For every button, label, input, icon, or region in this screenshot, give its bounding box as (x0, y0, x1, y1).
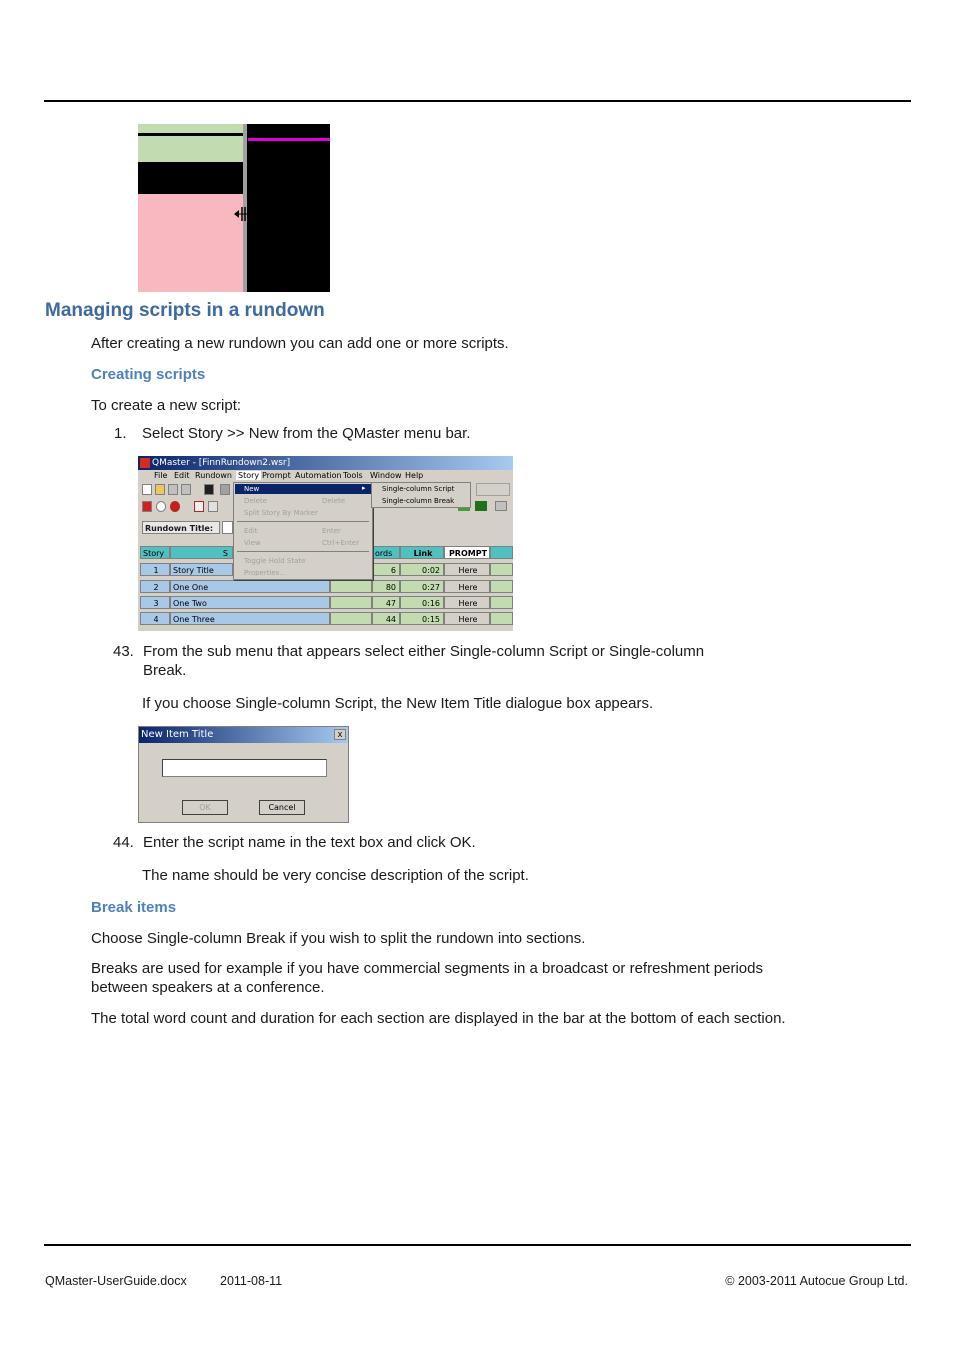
step-number: 1. (114, 425, 127, 442)
step-text: From the sub menu that appears select either Single-column Script or Single-column (143, 643, 705, 660)
row-prompt-button[interactable]: Here (444, 612, 490, 625)
folder-icon[interactable] (181, 484, 191, 495)
creating-lead: To create a new script: (91, 397, 242, 414)
break-paragraph: The total word count and duration for each section are displayed in the bar at the bottom of each section. (91, 1010, 786, 1027)
magenta-line (248, 138, 330, 141)
step-note: If you choose Single-column Script, the New Item Title dialogue box appears. (142, 695, 654, 712)
row-time: 0:27 (400, 580, 444, 593)
step-note: The name should be very concise description of the script. (142, 867, 529, 884)
row-num: 1 (140, 563, 170, 576)
list-icon[interactable] (208, 501, 218, 512)
qmaster-screenshot (138, 456, 513, 631)
row-words: 80 (372, 580, 400, 593)
new-icon[interactable] (142, 484, 152, 495)
step-text: Enter the script name in the text box and click OK. (143, 834, 476, 851)
menu-bar (138, 470, 513, 482)
row-blank (330, 612, 372, 625)
col-link: Link (400, 546, 444, 559)
row-num: 2 (140, 580, 170, 593)
row-title[interactable]: One Two (170, 596, 330, 609)
step-text: Select Story >> New from the QMaster menu bar. (142, 425, 471, 442)
break-paragraph: Choose Single-column Break if you wish to split the rundown into sections. (91, 930, 586, 947)
col-title: S (170, 546, 233, 559)
row-prompt-button[interactable]: Here (444, 563, 490, 576)
col-story: Story (140, 546, 170, 559)
status-icon (475, 501, 487, 511)
menu-edit[interactable]: Edit (174, 471, 190, 480)
row-title[interactable]: Story Title (170, 563, 233, 576)
row-time: 0:02 (400, 563, 444, 576)
open-icon[interactable] (155, 484, 165, 495)
row-title[interactable]: One One (170, 580, 330, 593)
ok-button[interactable]: OK (182, 800, 228, 815)
menu-divider (237, 521, 369, 522)
green-row (138, 124, 243, 133)
folder-icon[interactable] (168, 484, 178, 495)
toolbar-row (140, 483, 232, 497)
row-words: 44 (372, 612, 400, 625)
row-extra (490, 596, 513, 609)
submenu-single-column-break[interactable]: Single-column Break (382, 497, 455, 505)
menu-shortcut: Delete (322, 497, 345, 505)
row-extra (490, 563, 513, 576)
row-prompt-button[interactable]: Here (444, 596, 490, 609)
menu-item-view[interactable]: View (244, 539, 261, 547)
dialog-title: New Item Title (139, 727, 348, 743)
menu-story[interactable]: Story (238, 471, 260, 480)
menu-prompt[interactable]: Prompt (262, 471, 291, 480)
step-number: 44. (113, 834, 134, 851)
row-time: 0:16 (400, 596, 444, 609)
menu-rundown[interactable]: Rundown (195, 471, 232, 480)
header-rule (44, 100, 911, 102)
col-prompt: PROMPT (444, 546, 490, 559)
submenu-single-column-script[interactable]: Single-column Script (382, 485, 455, 493)
row-words: 6 (372, 563, 400, 576)
row-num: 4 (140, 612, 170, 625)
toolbar-arrows (476, 483, 510, 496)
print-icon[interactable] (220, 484, 230, 495)
footer-filename: QMaster-UserGuide.docx (45, 1274, 187, 1288)
delete-icon[interactable] (194, 501, 204, 512)
story-menu-dropdown (233, 482, 373, 580)
toolbar-row (140, 500, 232, 514)
menu-help[interactable]: Help (405, 471, 424, 480)
window-title: QMaster - [FinnRundown2.wsr] (138, 456, 513, 470)
row-time: 0:15 (400, 612, 444, 625)
menu-item-split[interactable]: Split Story By Marker (244, 509, 318, 517)
col-words: ords (372, 546, 400, 559)
pink-area (138, 194, 243, 292)
menu-tools[interactable]: Tools (343, 471, 363, 480)
new-submenu (371, 482, 471, 508)
menu-shortcut: Ctrl+Enter (322, 539, 360, 547)
break-paragraph: Breaks are used for example if you have commercial segments in a broadcast or refreshment periods (91, 960, 763, 977)
splitter-screenshot (138, 124, 330, 292)
step-text: Break. (143, 662, 187, 679)
close-icon[interactable]: x (334, 729, 346, 740)
row-extra (490, 612, 513, 625)
row-words: 47 (372, 596, 400, 609)
submenu-arrow-icon: ▸ (362, 484, 366, 492)
menu-divider (237, 551, 369, 552)
footer-copyright: © 2003-2011 Autocue Group Ltd. (725, 1274, 908, 1288)
save-icon[interactable] (204, 484, 214, 495)
row-extra (490, 580, 513, 593)
menu-shortcut: Enter (322, 527, 341, 535)
new-item-title-dialog (138, 726, 349, 823)
break-items-heading: Break items (91, 899, 177, 916)
menu-item-new[interactable]: New (244, 485, 260, 493)
col-extra (490, 546, 513, 559)
row-prompt-button[interactable]: Here (444, 580, 490, 593)
menu-item-delete[interactable]: Delete (244, 497, 267, 505)
row-title[interactable]: One Three (170, 612, 330, 625)
stop-icon[interactable] (170, 501, 180, 512)
record-icon[interactable] (142, 501, 152, 512)
clock-icon[interactable] (156, 501, 166, 512)
status-icon (495, 501, 507, 511)
creating-heading: Creating scripts (91, 366, 206, 383)
rundown-title-input[interactable] (222, 521, 233, 534)
footer-rule (44, 1244, 911, 1246)
menu-automation[interactable]: Automation (295, 471, 342, 480)
cancel-button[interactable]: Cancel (259, 800, 305, 815)
row-num: 3 (140, 596, 170, 609)
menu-item-edit[interactable]: Edit (244, 527, 258, 535)
menu-file[interactable]: File (154, 471, 168, 480)
row-blank (330, 580, 372, 593)
rundown-title-label: Rundown Title: (142, 521, 220, 534)
menu-item-properties[interactable]: Properties... (244, 569, 287, 577)
resize-cursor-icon (234, 207, 254, 221)
section-intro: After creating a new rundown you can add one or more scripts. (91, 335, 509, 352)
step-number: 43. (113, 643, 134, 660)
menu-window[interactable]: Window (370, 471, 402, 480)
break-paragraph: between speakers at a conference. (91, 979, 325, 996)
app-icon (140, 458, 150, 468)
green-row (138, 136, 243, 162)
row-blank (330, 596, 372, 609)
menu-item-toggle-hold[interactable]: Toggle Hold State (244, 557, 306, 565)
section-title: Managing scripts in a rundown (45, 300, 325, 321)
item-title-input[interactable] (162, 759, 327, 777)
footer-date: 2011-08-11 (220, 1274, 283, 1288)
